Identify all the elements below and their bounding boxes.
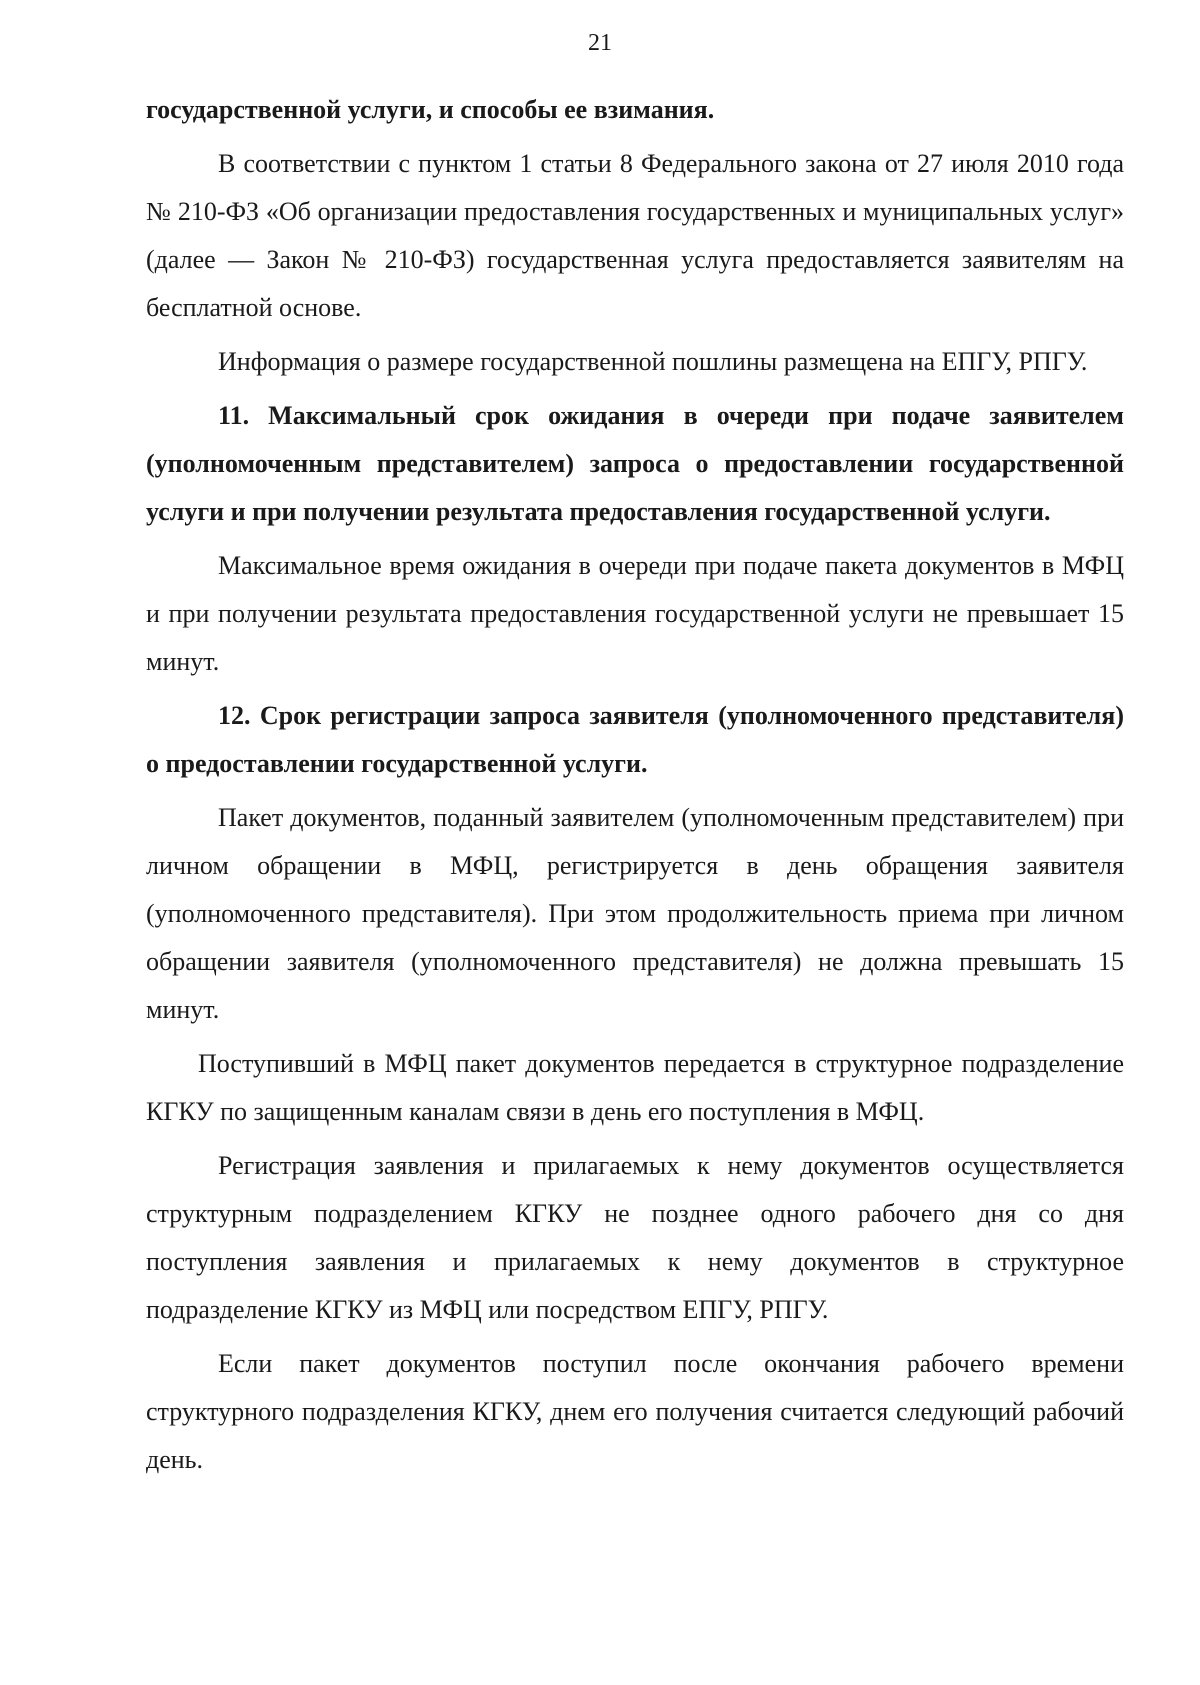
document-body <box>146 86 1124 1490</box>
paragraph-state-fee-info: Информация о размере государственной пошлины размещена на ЕПГУ, РПГУ. <box>218 347 1088 376</box>
section-heading-continuation: государственной услуги, и способы ее взимания. <box>146 95 715 124</box>
paragraph-free-service: В соответствии с пунктом 1 статьи 8 Федерального закона от 27 июля 2010 года № 210-ФЗ «Об организации предоставления государственных и муниципальных услуг» (далее — Закон № 210-ФЗ) государственная услуга предоставляется заявителям на бесплатной основе. <box>146 149 1124 322</box>
section-heading-12: 12. Срок регистрации запроса заявителя (уполномоченного представителя) о предоставлении государственной услуги. <box>146 701 1124 778</box>
paragraph-registration-deadline: Регистрация заявления и прилагаемых к нему документов осуществляется структурным подразделением КГКУ не позднее одного рабочего дня со дня поступления заявления и прилагаемых к нему документов в структурное подразделение КГКУ из МФЦ или посредством ЕПГУ, РПГУ. <box>146 1151 1124 1324</box>
page-number: 21 <box>588 30 612 56</box>
paragraph-max-wait-time: Максимальное время ожидания в очереди при подаче пакета документов в МФЦ и при получении результата предоставления государственной услуги не превышает 15 минут. <box>146 551 1124 676</box>
paragraph-transfer-to-kgku: Поступивший в МФЦ пакет документов передается в структурное подразделение КГКУ по защищенным каналам связи в день его поступления в МФЦ. <box>146 1049 1124 1126</box>
section-heading-11: 11. Максимальный срок ожидания в очереди при подаче заявителем (уполномоченным представителем) запроса о предоставлении государственной услуги и при получении результата предоставления государственной услуги. <box>146 401 1124 526</box>
paragraph-after-hours: Если пакет документов поступил после окончания рабочего времени структурного подразделения КГКУ, днем его получения считается следующий рабочий день. <box>146 1349 1124 1474</box>
paragraph-registration-day: Пакет документов, поданный заявителем (уполномоченным представителем) при личном обращении в МФЦ, регистрируется в день обращения заявителя (уполномоченного представителя). При этом продолжительность приема при личном обращении заявителя (уполномоченного представителя) не должна превышать 15 минут. <box>146 803 1124 1024</box>
